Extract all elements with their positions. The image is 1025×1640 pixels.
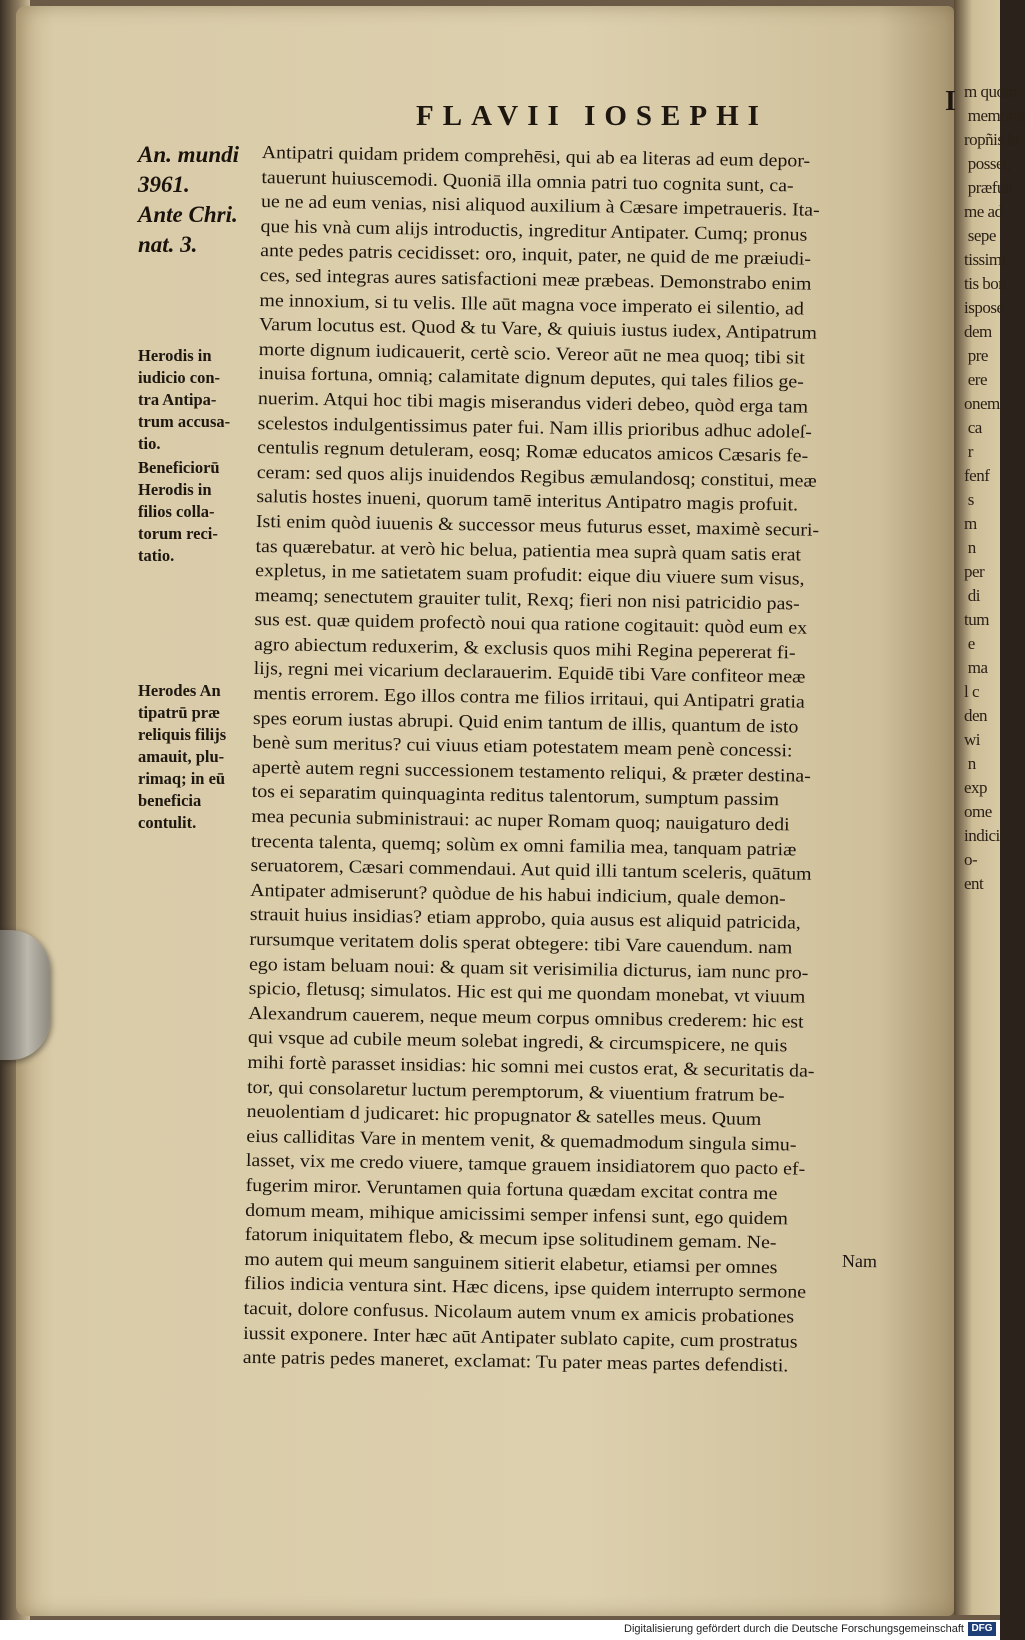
text-line: neuolentiam d judicaret: hic propugnator & satelles meus. Quum <box>246 1101 762 1130</box>
marginal-note-line: tra Antipa- <box>138 390 217 409</box>
margin-date-line: Ante Chri. <box>138 202 238 227</box>
text-line: meamq; senectutem grauiter tulit, Rexq; fieri non nisi patricidio pas- <box>254 584 800 614</box>
text-line: agro abiectum reduxerim, & exclusis quos mihi Regina pepererat fi- <box>253 633 796 663</box>
text-line: eius calliditas Vare in mentem venit, & quemadmodum singula simu- <box>246 1125 797 1155</box>
text-line: Antipatri quidam pridem comprehēsi, qui ab ea literas ad eum depor- <box>261 141 811 171</box>
text-line: Alexandrum cauerem, neque meum corpus omnibus crederem: hic est <box>248 1002 804 1032</box>
text-line: ante pedes patris cecidisset: oro, inquit, pater, ne quid de me præiudi- <box>260 240 812 270</box>
text-line: lasset, vix me credo viuere, tamque grauem insidiatorem quo pacto ef- <box>245 1150 806 1180</box>
text-line: morte dignum iudicauerit, certè scio. Vereor aūt ne mea quoq; tibi sit <box>258 338 806 368</box>
text-line: benè sum meritus? cui viuus etiam potestatem meam penè concessi: <box>252 732 793 761</box>
text-line: trecenta talenta, quemq; solùm ex omni familia mea, tanquam patriæ <box>250 830 797 860</box>
text-line: nuerim. Atqui hoc tibi magis miserandus videri debeo, quòd erga tam <box>257 387 809 417</box>
text-line: filios indicia ventura sint. Hæc dicens, ipse quidem interrupto sermone <box>243 1273 807 1302</box>
text-line: lijs, regni mei vicarium declarauerim. Equidē tibi Vare confiteor meæ <box>253 658 806 688</box>
marginal-note-line: Herodes An <box>138 681 221 700</box>
marginal-note-line: reliquis filijs <box>138 725 227 744</box>
text-line: spes eorum iustas abrupi. Quid enim tantum de illis, quantum de isto <box>252 707 799 737</box>
running-head-facing: I <box>945 86 956 117</box>
margin-date-line: An. mundi <box>138 142 239 167</box>
text-line: tacuit, dolore confusus. Nicolaum autem vnum ex amicis probationes <box>243 1297 795 1327</box>
marginal-note-accusation <box>138 345 263 455</box>
marginal-note-line: Herodis in <box>138 480 212 499</box>
facing-page-text: m quom memorat ropñis la posset, præfuit me ad sepe tissimi tis bon ispose dem pre ere onem ca r fenf s m n per di tum e ma l c den wi n exp ome indici o- ent <box>964 82 1025 893</box>
text-line: strauit huius insidias? etiam approbo, quia ausus est aliquid patricida, <box>249 904 801 933</box>
text-line: spicio, fletusq; simulatos. Hic est qui me quondam monebat, vt viuum <box>248 978 806 1007</box>
text-line: salutis hostes inueni, quorum tamē interitus Antipatro magis profuit. <box>256 486 799 515</box>
marginal-note-benefits <box>138 457 263 567</box>
text-line: Isti enim quòd iuuenis & successor meus futurus esset, maximè securi- <box>255 510 820 540</box>
text-line: que his vnà cum alijs introductis, ingreditur Antipater. Cumq; pronus <box>260 215 808 245</box>
margin-date-line: nat. 3. <box>138 232 198 257</box>
text-line: me innoxium, si tu velis. Ille aūt magna voce imperato ei silentio, ad <box>259 289 805 319</box>
text-line: ego istam beluam noui: & quam sit verisimilia dicturus, iam nunc pro- <box>248 953 809 983</box>
text-line: tor, qui consolaretur luctum peremptorum, & viuentium fratrum be- <box>246 1076 785 1105</box>
text-line: expletus, in me satietatem suam profudit: eique diu viuere sum visus, <box>255 560 805 589</box>
text-line: mo autem qui meum sanguinem sitierit elabetur, etiamsi per omnes <box>244 1248 778 1277</box>
text-line: qui vsque ad cubile meum solebat ingredi, & circumspicere, ne quis <box>247 1027 788 1056</box>
marginal-note-line: torum reci- <box>138 524 218 543</box>
main-text-block <box>243 140 907 1380</box>
text-line: apertè autem regni successionem testamento reliqui, & præter destina- <box>251 756 811 786</box>
text-line: domum meam, mihique amicissimi semper infensi sunt, ego quidem <box>245 1199 789 1228</box>
marginal-note-line: rimaq; in eū <box>138 769 226 788</box>
text-line: inuisa fortuna, omnią; calamitate dignum deputes, qui tales filios ge- <box>258 363 804 392</box>
marginal-note-line: trum accusa- <box>138 412 231 431</box>
text-line: fugerim miror. Veruntamen quia fortuna quædam excitat contra me <box>245 1174 778 1204</box>
marginal-note-line: tatio. <box>138 546 175 565</box>
facing-page-edge <box>954 0 1025 1615</box>
text-line: fatorum iniquitatem flebo, & mecum ipse solitudinem gemam. Ne- <box>244 1223 777 1253</box>
text-line: iussit exponere. Inter hæc aūt Antipater sublato capite, cum prostratus <box>243 1322 798 1352</box>
marginal-note-line: beneficia <box>138 791 202 810</box>
text-line: Varum locutus est. Quod & tu Vare, & quiuis iustus iudex, Antipatrum <box>258 314 818 343</box>
text-line: ue ne ad eum venias, nisi aliquod auxilium à Cæsare impetraueris. Ita- <box>260 191 820 220</box>
text-line: mentis errorem. Ego illos contra me filios irritaui, qui Antipatri gratia <box>253 682 805 712</box>
marginal-note-herodes <box>138 680 263 834</box>
text-line: mea pecunia subministraui: ac nuper Romam quoq; nauigaturo dedi <box>251 805 790 835</box>
text-line: centulis regnum detuleram, eosq; Romæ educatos amicos Cæsaris fe- <box>257 437 809 466</box>
page-clip <box>0 930 50 1060</box>
text-line: scelestos indulgentissimus pater fui. Nam illis prioribus adhuc adoleſ- <box>257 412 813 442</box>
running-head: FLAVII IOSEPHI <box>416 100 768 132</box>
text-line: mihi fortè parasset insidias: hic somni mei custos erat, & securitatis da- <box>247 1051 815 1081</box>
marginal-note-line: amauit, plu- <box>138 747 225 766</box>
text-line: tos ei separatim quinquaginta reditus talentorum, sumptum passim <box>251 781 780 810</box>
marginal-note-line: contulit. <box>138 813 197 832</box>
text-line: sus est. quæ quidem profectò noui qua ratione cogitauit: quòd eum ex <box>254 609 808 638</box>
text-line: ante patris pedes maneret, exclamat: Tu pater meas partes defendisti. <box>242 1346 789 1376</box>
text-line: ces, sed integras aures satisfactioni meæ præbeas. Demonstrabo enim <box>259 264 812 294</box>
catchword: Nam <box>841 1250 878 1272</box>
footer-credit: Digitalisierung gefördert durch die Deutsche Forschungsgemeinschaft <box>624 1623 964 1635</box>
margin-date-line: 3961. <box>138 172 190 197</box>
marginal-note-line: iudicio con- <box>138 368 221 387</box>
text-line: Antipater admiserunt? quòdue de his habui indicium, quale demon- <box>250 879 786 909</box>
marginal-note-line: filios colla- <box>138 502 215 521</box>
text-line: tas quærebatur. at verò hic belua, patientia mea suprà quam satis erat <box>255 535 802 565</box>
marginal-note-line: tio. <box>138 434 161 453</box>
margin-date-note <box>138 140 258 260</box>
text-line: tauerunt huiuscemodi. Quoniā illa omnia patri tuo cognita sunt, ca- <box>261 166 794 195</box>
text-line: seruatorem, Cæsari commendaui. Aut quid illi tantum sceleris, quātum <box>250 855 812 884</box>
marginal-note-line: Herodis in <box>138 346 212 365</box>
marginal-note-line: tipatrū præ <box>138 703 221 722</box>
text-line: rursumque veritatem dolis sperat obtegere: tibi Vare cauendum. nam <box>249 928 793 958</box>
dfg-logo: DFG <box>968 1622 996 1636</box>
text-line: ceram: sed quos alijs inuidendos Regibus æmulandosq; constitui, meæ <box>256 461 817 491</box>
marginal-note-line: Beneficiorū <box>138 458 220 477</box>
